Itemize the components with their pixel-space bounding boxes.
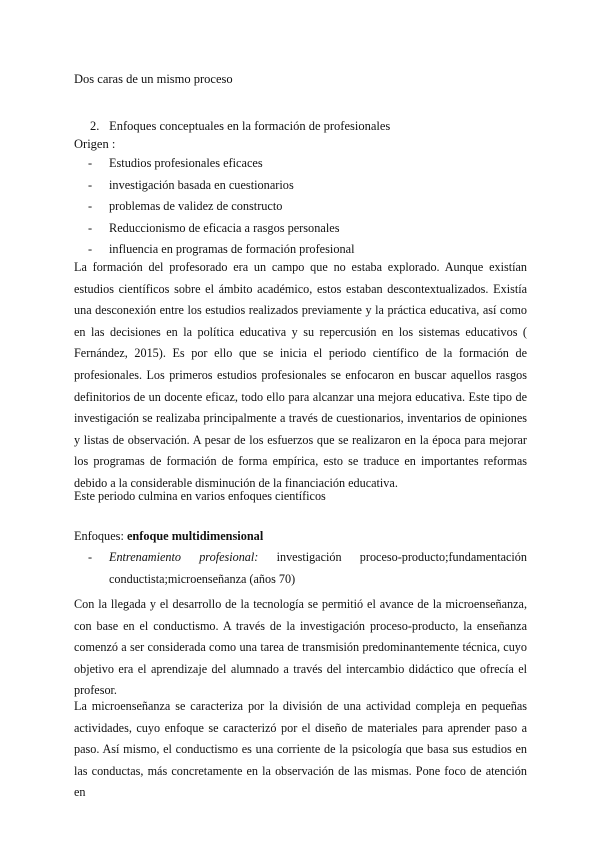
bullet-dash: - (88, 177, 93, 192)
paragraph-microensenanza: La microenseñanza se caracteriza por la división de una actividad compleja en pequeñas actividades, cuyo enfoque se caracterizó por el diseño de materiales para aprender paso a paso. Así mismo, el conductismo es una corriente de la psicología que basa sus estudios en las conductas, más concretamente en la observación de las mismas. Pone foco de atención en (74, 699, 527, 800)
origen-list (88, 153, 355, 261)
list-item (88, 547, 527, 590)
origen-label: Origen : (74, 137, 116, 151)
list-item-text: investigación proceso-producto;fundamentación conductista;microenseñanza (años 70) (109, 550, 527, 586)
list-item-lead: Entrenamiento profesional: (109, 550, 259, 564)
enfoques-line (74, 527, 263, 545)
paragraph-tecnologia: Con la llegada y el desarrollo de la tecnología se permitió el avance de la microenseñanza, con base en el conductismo. A través de la investigación proceso-producto, la enseñanza comenzó a ser considerada como una tarea de transmisión predominantemente técnica, cuyo objetivo era el aprendizaje del alumnado a través del intercambio didáctico que ofrecía el profesor. (74, 597, 527, 698)
list-item-text: problemas de validez de constructo (109, 199, 283, 214)
section-number: 2. (90, 119, 100, 133)
document-heading: Dos caras de un mismo proceso (74, 72, 233, 86)
list-item-text: investigación basada en cuestionarios (109, 177, 294, 192)
list-item-text: Reduccionismo de eficacia a rasgos personales (109, 220, 340, 235)
bullet-dash: - (88, 550, 93, 564)
list-item (88, 175, 355, 197)
paragraph-periodo: Este periodo culmina en varios enfoques científicos (74, 489, 326, 503)
enfoques-label: Enfoques: (74, 529, 127, 543)
bullet-dash: - (88, 220, 93, 235)
enfoques-list (88, 547, 527, 590)
paragraph-formacion: La formación del profesorado era un campo que no estaba explorado. Aunque existían estudios científicos sobre el ámbito académico, estos estaban descontextualizados. Existía una desconexión entre los estudios realizados previamente y la práctica educativa, así como en las decisiones en la política educativa y su repercusión en los sistemas educativos ( Fernández, 2015). Es por ello que se inicia el periodo científico de la formación de profesionales. Los primeros estudios profesionales se enfocaron en buscar aquellos rasgos definitorios de un docente eficaz, todo ello para alcanzar una mejora educativa. Este tipo de investigación se realizaba principalmente a través de cuestionarios, inventarios de opiniones y listas de observación. A pesar de los esfuerzos que se realizaron en la época para mejorar los programas de formación de forma empírica, esto se traduce en importantes reformas debido a la considerable disminución de la financiación educativa. (74, 260, 527, 490)
list-item-text: Estudios profesionales eficaces (109, 156, 263, 170)
bullet-dash: - (88, 199, 93, 214)
list-item (88, 153, 355, 175)
bullet-dash: - (88, 156, 93, 170)
list-item-text: influencia en programas de formación profesional (109, 242, 355, 257)
list-item (88, 218, 355, 240)
list-item (88, 196, 355, 218)
section-title-text: Enfoques conceptuales en la formación de profesionales (109, 119, 391, 133)
enfoques-value: enfoque multidimensional (126, 529, 264, 543)
bullet-dash: - (88, 242, 93, 257)
section-title (90, 117, 390, 135)
